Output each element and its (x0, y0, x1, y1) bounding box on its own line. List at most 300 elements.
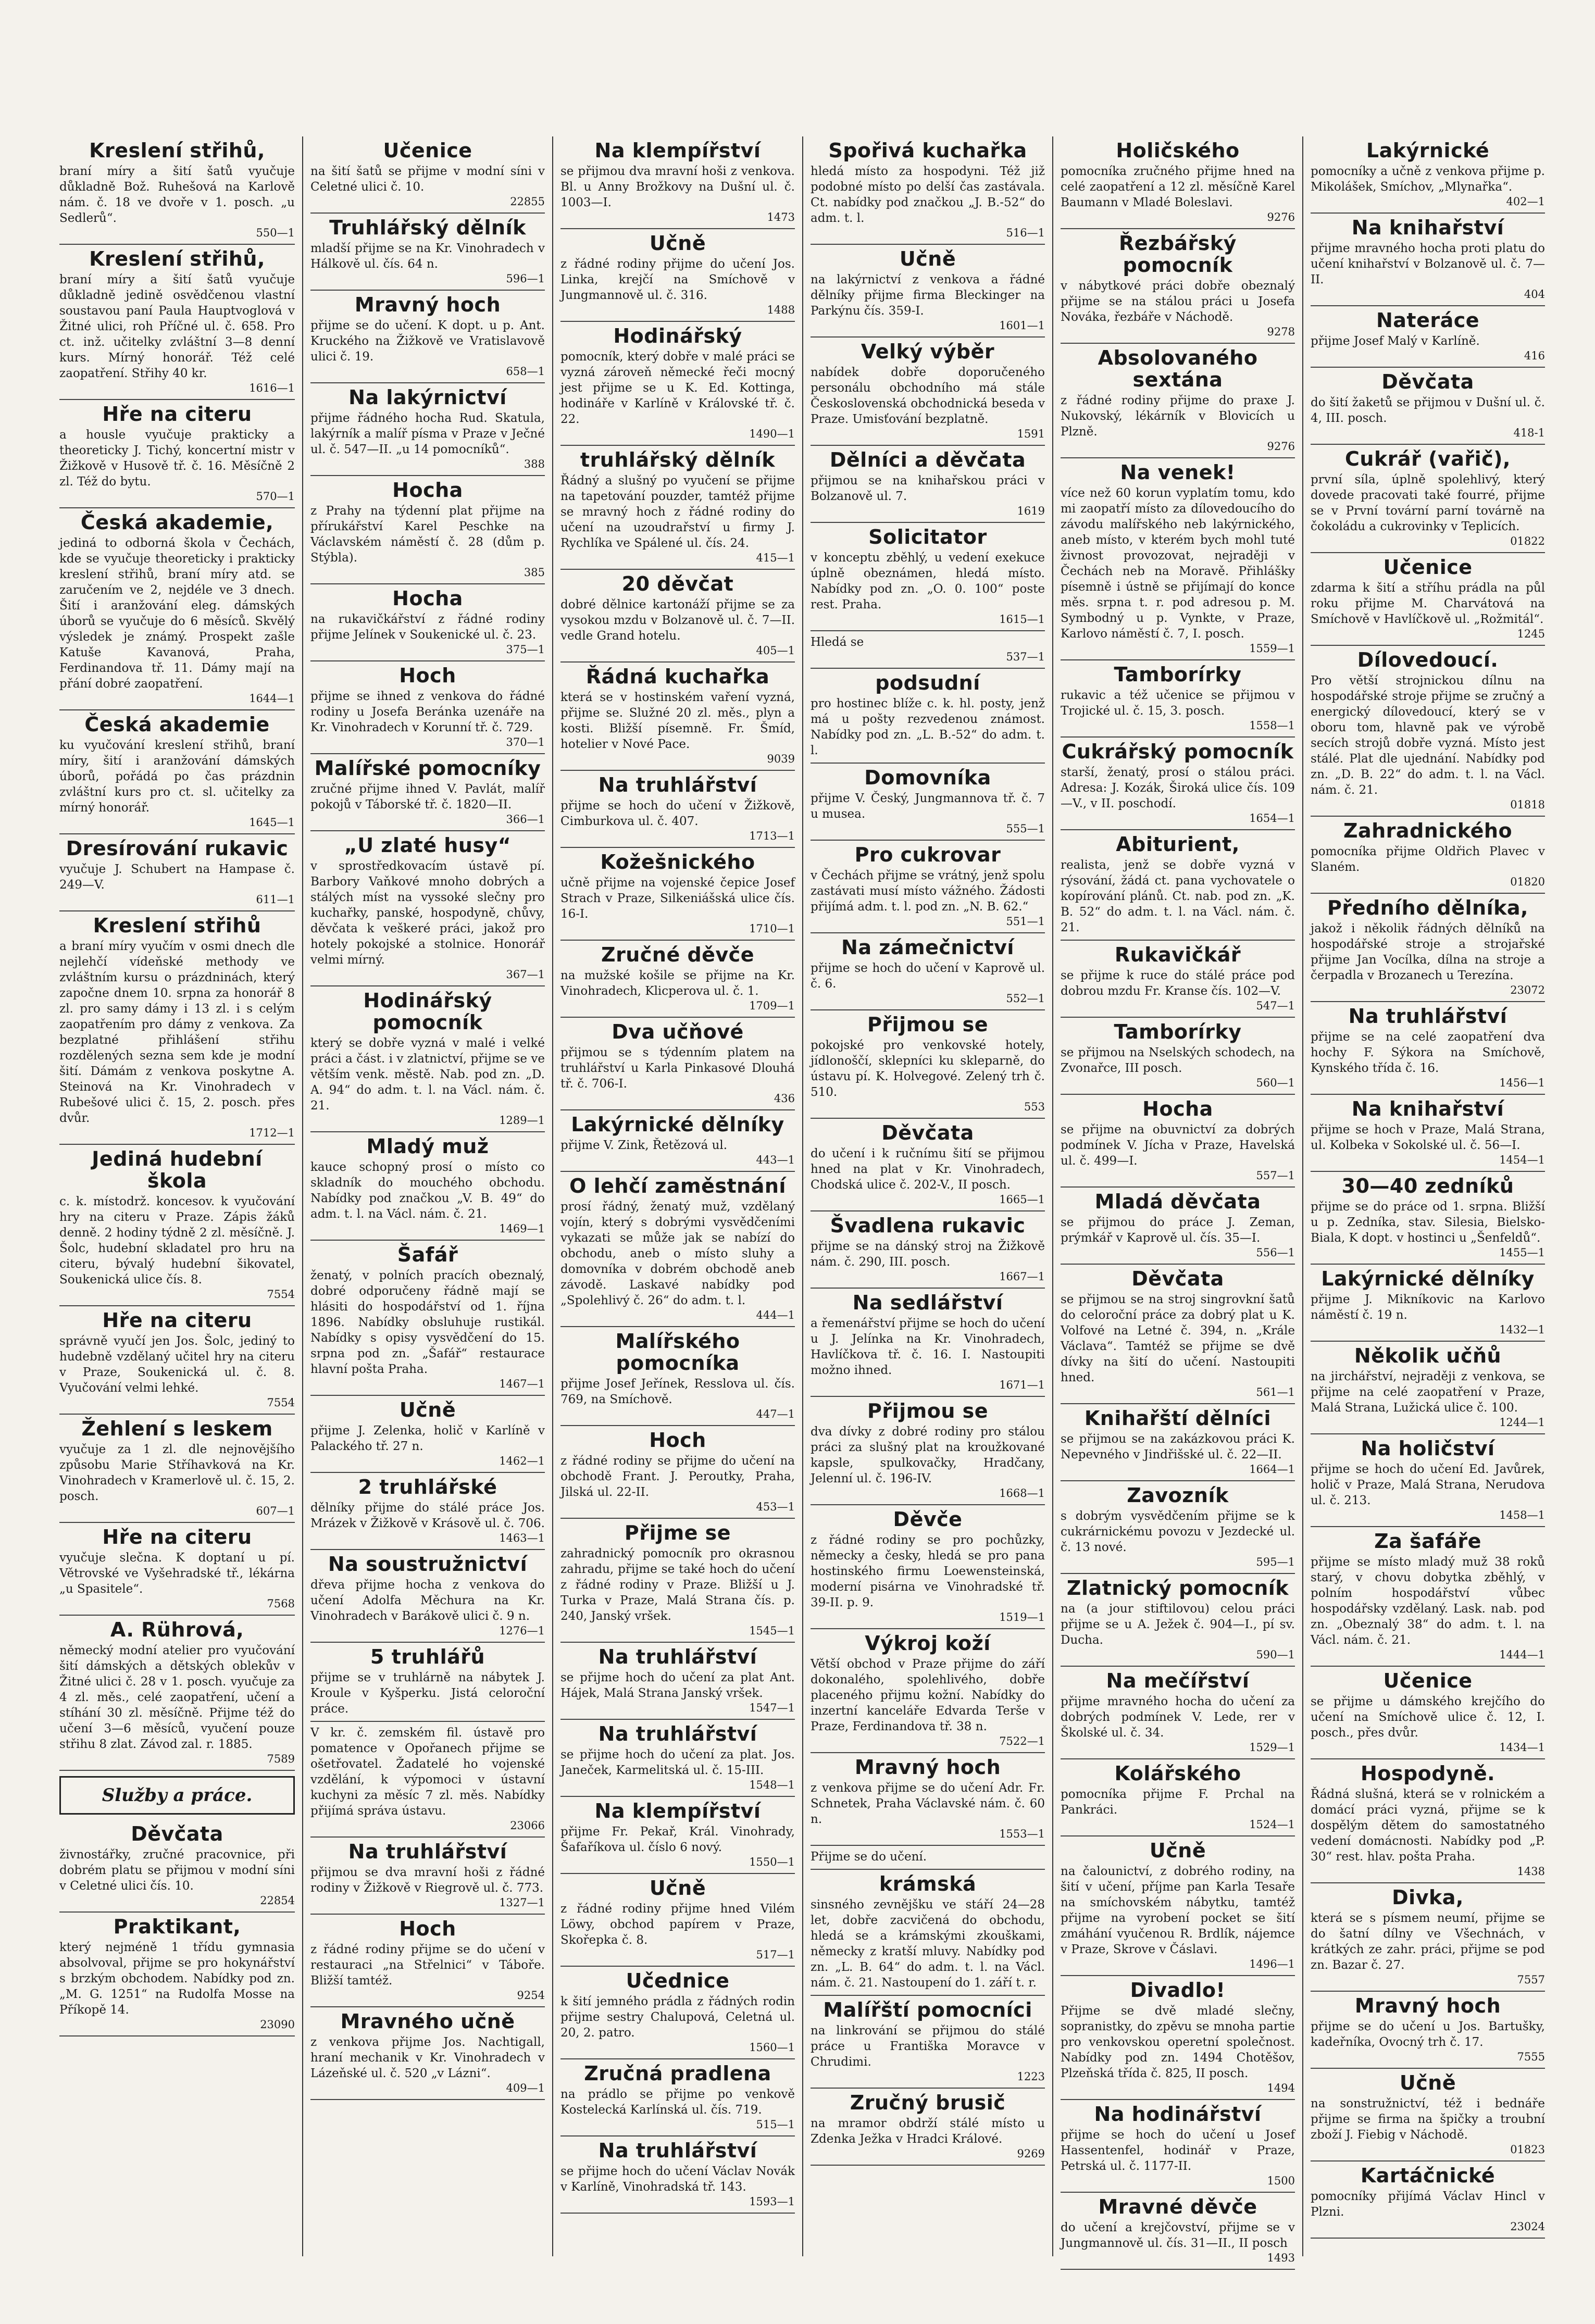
classified-ad (811, 1289, 1045, 1397)
ad-title: Na holičství (1361, 1437, 1495, 1460)
ad-title: Učenice (1383, 556, 1473, 579)
ad-code: 1493 (1267, 2252, 1295, 2264)
ad-text: a housle vyučuje prakticky a theoreticky J. Tichý, koncertní mistr v Žižkově v Husově tř. č. 16. Měsíčně 2 zl. Též do bytu. (59, 428, 295, 489)
ad-text: přijme V. Zink, Řetězová ul. (560, 1139, 728, 1152)
ad-text: jakož i několik řádných dělníků na hospodářské stroje a strojařské přijme Jan Vocílka, dílna na stroje a čerpadla v Brozanech u Terezína. (1311, 922, 1545, 982)
classified-ad (560, 848, 795, 941)
ad-code: 23090 (260, 2018, 295, 2031)
ad-text: přijme V. Český, Jungmannova tř. č. 7 u musea. (811, 792, 1045, 821)
ad-text: přijme J. Zelenka, holič v Karlíně v Palackého tř. 27 n. (310, 1424, 545, 1453)
ad-code: 7554 (267, 1396, 295, 1409)
classified-ad (560, 1172, 795, 1327)
ad-text: z řádné rodiny přijme se do učení v restauraci „na Střelnici“ v Táboře. Bližší tamtéž. (310, 1943, 545, 1988)
ad-title: Učně (649, 232, 706, 255)
ad-text: ku vyučování kreslení střihů, braní míry, šití i aranžování dámských úborů, pořádá po čas prázdnin zvláštní kurs pro ct. sl. učitelky za mírný honorář. (59, 739, 295, 815)
ad-title: Na truhlářství (348, 1840, 507, 1863)
ad-title: Mladý muž (366, 1135, 489, 1158)
ad-title: Učenice (383, 139, 472, 162)
ad-code: 1550—1 (749, 1856, 795, 1868)
classified-ad (59, 1145, 295, 1306)
classified-ad (1061, 1265, 1295, 1404)
classified-ad (811, 631, 1045, 669)
ad-title: Děvče (893, 1508, 963, 1531)
classified-ad (310, 476, 545, 584)
ad-code: 416 (1524, 349, 1545, 362)
ad-code: 1558—1 (1249, 719, 1295, 732)
ad-text: c. k. místodrž. koncesov. k vyučování hry na citeru v Praze. Zápis žáků denně. 2 hodiny týdně 2 zl. měsíčně. J. Šolc, hudební skladatel pro hru na citeru, bývalý hudební šikovatel, Soukenická ulice čís. 8. (59, 1195, 295, 1286)
ad-text: a braní míry vyučím v osmi dnech dle nejlehčí vídeňské methody ve zvláštním kursu o prázdninách, který započne dnem 10. srpna za honorář 8 zl. pro samy dámy i 13 zl. i s celým zaopatřením pro dámy z venkova. Za bezplatné přihlášení střihu rozdělených sezna sem kde je modní šití. Dámám z venkova poskytne A. Steinová na Kr. Vinohradech v Rubešové ulici č. 15, 2. posch. přes dvůr. (59, 940, 295, 1125)
ad-title: Mladá děvčata (1094, 1190, 1261, 1213)
ad-text: první síla, úplně spolehlivý, který dovede pracovati také fourré, přijme se v První tovární parní továrně na čokoládu a cukrovinky v Teplicích. (1311, 473, 1545, 533)
ad-text: přijme se do učení u Jos. Bartušky, kadeřníka, Ovocný trh č. 17. (1311, 2020, 1545, 2049)
ad-code: 9276 (1267, 440, 1295, 453)
ad-text: živnostářky, zručné pracovnice, při dobrém platu se přijmou v modní síni v Celetné ulici čís. 10. (59, 1848, 295, 1893)
classified-ad (1061, 344, 1295, 458)
ad-title: Mravného učně (340, 2010, 515, 2033)
ad-title: Hře na citeru (102, 403, 252, 426)
ad-title: Dělníci a děvčata (829, 448, 1026, 471)
classified-ad (811, 245, 1045, 338)
classified-ad (811, 1996, 1045, 2089)
ad-code: 551—1 (1006, 915, 1045, 928)
ad-text: ženatý, v polních pracích obeznalý, dobré odporučeny řádně mají se hlásiti do hospodářství od 1. října 1896. Nabídky obsluhuje rustikál. Nabídky s opisy vysvědčení do 15. srpna pod zn. „Šafář“ restaurace hlavní pošta Praha. (310, 1269, 545, 1376)
ad-title: Hodinářský pomocník (363, 989, 492, 1034)
ad-title: Na mečířství (1106, 1669, 1250, 1692)
ad-code: 1615—1 (999, 613, 1045, 626)
ad-text: přijme se v truhlárně na nábytek J. Kroule v Kyšperku. Jistá celoroční práce. (310, 1671, 545, 1716)
ad-code: 570—1 (256, 490, 295, 503)
ad-code: 561—1 (1256, 1386, 1295, 1398)
ad-title: Hocha (1142, 1097, 1213, 1120)
ad-code: 1438 (1517, 1865, 1545, 1878)
classified-ad (1311, 894, 1545, 1002)
ad-text: z venkova přijme Jos. Nachtigall, hraní mechanik v Kr. Vinohradech v Lázeňské ul. č. 520 „v Lázni“. (310, 2035, 545, 2080)
ad-text: Větší obchod v Praze přijme do září dokonalého, spolehlivého, dobře placeného přijmu kožní. Nabídky do inzertní kanceláře Edvarda Terše v Praze, Ferdinandova tř. 38 n. (811, 1657, 1045, 1733)
classified-ad (1061, 136, 1295, 229)
ad-text: přijme Fr. Pekař, Král. Vinohrady, Šafaříkova ul. číslo 6 nový. (560, 1825, 795, 1854)
ad-title: Pro cukrovar (854, 843, 1001, 866)
classified-ad (560, 1327, 795, 1426)
ad-title: Divka, (1392, 1886, 1464, 1909)
classified-ad (1311, 1434, 1545, 1527)
classified-ad (811, 1846, 1045, 1870)
ad-title: Učně (649, 1877, 706, 1900)
ad-text: braní míry a šití šatů vyučuje důkladně Bož. Ruhešová na Karlově nám. č. 18 ve dvoře v 1. posch. „u Sedlerů“. (59, 165, 295, 225)
ad-title: Česká akademie, (80, 511, 274, 534)
classified-ad (1311, 553, 1545, 646)
classified-ad (59, 136, 295, 245)
ad-title: Tamborírky (1114, 663, 1242, 686)
classified-ad (811, 523, 1045, 631)
ad-text: učně přijme na vojenské čepice Josef Strach v Praze, Silkeniášská ulice čís. 16-I. (560, 876, 795, 921)
classified-ad (1311, 1002, 1545, 1095)
ad-text: na šití šatů se přijme v modní síni v Celetné ulici č. 10. (310, 165, 545, 194)
ad-text: braní míry a šití šatů vyučuje důkladně jedině osvědčenou vlastní soustavou paní Paula Hauptvoglová v Žitné ulici, roh Příčné ul. č. 658. Pro ct. inž. učitelky zvláštní 3—8 denní kurs. Mírný honorář. Též celé zaopatření. Střihy 40 kr. (59, 273, 295, 380)
ad-text: na lakýrnictví z venkova a řádné dělníky přijme firma Bleckinger na Parkýnu čís. 359-I. (811, 273, 1045, 318)
ad-code: 1665—1 (999, 1193, 1045, 1206)
ad-code: 405—1 (756, 644, 795, 657)
ad-code: 7557 (1517, 1973, 1545, 1986)
ad-text: která se v hostinském vaření vyzná, přijme se. Služné 20 zl. měs., plyn a kosti. Bližší písemně. Fr. Šmíd, hotelier v Nové Pace. (560, 691, 795, 751)
ad-code: 367—1 (506, 968, 545, 981)
ad-title: Dva učňové (612, 1020, 744, 1043)
ad-code: 1654—1 (1249, 812, 1295, 824)
ad-text: přijme J. Mikníkovic na Karlovo náměstí č. 19 n. (1311, 1293, 1545, 1322)
ad-title: 20 děvčat (621, 572, 734, 595)
ad-title: Solicitator (868, 526, 987, 548)
classified-ad (1311, 1667, 1545, 1759)
classified-ad (811, 1211, 1045, 1289)
ad-title: Předního dělníka, (1327, 896, 1528, 919)
ad-code: 9269 (1017, 2147, 1045, 2160)
ad-text: přijme se hoch do učení u Josef Hassentenfel, hodinář v Praze, Petrská ul. č. 1177-II. (1061, 2128, 1295, 2173)
ad-code: 7555 (1517, 2051, 1545, 2063)
ad-code: 1455—1 (1499, 1246, 1545, 1259)
classified-ad (310, 1396, 545, 1473)
classified-ad (560, 1874, 795, 1967)
ad-title: Jediná hudební škola (92, 1147, 263, 1192)
ad-code: 516—1 (1006, 227, 1045, 239)
ad-text: se přijmou dva mravní hoši z venkova. Bl. u Anny Brožkovy na Dušní ul. č. 1003—I. (560, 165, 795, 209)
ad-title: Hodinářský (613, 324, 742, 347)
ad-code: 22854 (260, 1894, 295, 1907)
ad-title: Na truhlářství (598, 773, 757, 796)
ad-code: 375—1 (506, 643, 545, 656)
classified-ad (310, 1241, 545, 1396)
ad-text: na čalounictví, z dobrého rodiny, na šití v učení, příjme pan Karla Tesaře na smíchovském nábytku, tamtéž přijme na vyrobení pocket se šití zmáhání vyučenou R. Brdlík, nájemce v Praze, Skrove v Čáslavi. (1061, 1865, 1295, 1956)
classified-ad (1311, 1095, 1545, 1172)
ad-title: Knihařští dělníci (1084, 1407, 1272, 1430)
ad-text: a řemenářství přijme se hoch do učení u J. Jelínka na Kr. Vinohradech, Havlíčkova tř. č. 16. I. Nastoupiti možno ihned. (811, 1317, 1045, 1377)
classified-ad (1061, 458, 1295, 660)
ad-title: Tamborírky (1114, 1020, 1242, 1043)
classified-ad (310, 986, 545, 1132)
ad-code: 7554 (267, 1288, 295, 1301)
ad-title: Za šafáře (1374, 1530, 1481, 1553)
ad-title: Na soustružnictví (328, 1553, 528, 1576)
classified-ad (1311, 1527, 1545, 1667)
ad-text: z Prahy na týdenní plat přijme na přírukářství Karel Peschke na Václavském náměstí č. 28 (dům p. Stýbla). (310, 504, 545, 565)
ad-text: přijme se na celé zaopatření dva hochy F. Sýkora na Smíchově, Kynského třída č. 16. (1311, 1030, 1545, 1075)
ad-code: 23024 (1510, 2220, 1545, 2233)
ad-code: 1432—1 (1499, 1323, 1545, 1336)
ad-title: Hoch (399, 1917, 456, 1940)
ad-text: se přijme u dámského krejčího do učení na Smíchově ulice č. 12, I. posch., přes dvůr. (1311, 1695, 1545, 1740)
ad-title: Lakýrnické (1366, 139, 1490, 162)
ad-title: Abiturient, (1116, 833, 1240, 856)
ad-code: 443—1 (756, 1154, 795, 1166)
ad-text: na sonstružnictví, též i bednáře přijme se firma na špičky a troubní zboží J. Fiebig v Náchodě. (1311, 2097, 1545, 2142)
ad-title: Hoch (649, 1429, 706, 1452)
ad-title: Zahradnického (1343, 819, 1513, 842)
ad-text: na jirchářství, nejraději z venkova, se přijme na celé zaopatření v Praze, Malá Strana, Lužická ulice č. 100. (1311, 1370, 1545, 1415)
ad-title: Dílovedoucí. (1357, 648, 1499, 671)
classified-ad (59, 710, 295, 834)
classified-ad (310, 383, 545, 476)
ad-title: Malířské pomocníky (314, 757, 541, 780)
ad-title: Na truhlářství (598, 1645, 757, 1668)
ad-code: 444—1 (756, 1309, 795, 1321)
newspaper-page (52, 136, 1552, 2264)
ad-text: na prádlo se přijme po venkově Kostelecká Karlínská ul. čís. 719. (560, 2088, 795, 2117)
ad-text: pokojské pro venkovské hotely, jídlonoščí, sklepníci ku skleparně, do ústavu pí. K. Holvegové. Zelený trh č. 510. (811, 1039, 1045, 1099)
ad-title: Mravný hoch (1354, 1994, 1501, 2017)
classified-ad (310, 831, 545, 986)
ad-title: Děvčata (131, 1822, 223, 1845)
column-3 (552, 136, 802, 2256)
ad-text: z řádné rodiny přijme do učení Jos. Linka, krejčí na Smíchově v Jungmannově ul. č. 316. (560, 257, 795, 302)
ad-title: Švadlena rukavic (830, 1214, 1026, 1237)
classified-ad (1311, 1172, 1545, 1265)
ad-text: přijme se na dánský stroj na Žižkově nám. č. 290, III. posch. (811, 1240, 1045, 1269)
classified-ad (560, 1519, 795, 1643)
classified-ad (310, 754, 545, 831)
ad-title: Kreslení střihů, (89, 139, 265, 162)
ad-title: Rukavičkář (1114, 943, 1241, 966)
ad-title: Zlatnický pomocník (1066, 1577, 1289, 1600)
ad-code: 01818 (1510, 798, 1545, 811)
ad-title: Truhlářský dělník (329, 216, 526, 239)
classified-ad (560, 1720, 795, 1797)
classified-ad (811, 136, 1045, 245)
ad-text: přijme se hoch v Praze, Malá Strana, ul. Kolbeka v Sokolské ul. č. 56—I. (1311, 1123, 1545, 1152)
ad-code: 557—1 (1256, 1169, 1295, 1182)
classified-ad (59, 1913, 295, 2036)
classified-ad (1311, 2069, 1545, 2161)
ad-code: 9278 (1267, 326, 1295, 338)
ad-text: německý modní atelier pro vyučování šití dámských a dětských oblekův v Žitné ulici č. 28 v 1. posch. vyučuje za 4 zl. měs., celé zaopatření, učení a stíhání 30 zl. měsíčně. Přijme též do učení 3—6 měsíců, vyučení pouze střihu 8 zlat. Závod zal. r. 1885. (59, 1644, 295, 1751)
classified-ad (560, 1797, 795, 1874)
ad-title: Na knihařství (1351, 216, 1504, 239)
ad-text: se přijmou se na stroj singrovkní šatů do celoroční práce za dobrý plat u K. Volfové na Letné č. 394, n. „Krále Václava“. Tamtéž se přijme se dvě dívky na šití do učení. Nastoupiti hned. (1061, 1293, 1295, 1384)
ad-text: na (a jour stiftilovou) celou práci přijme se u A. Ježek č. 904—I., pí sv. Ducha. (1061, 1602, 1295, 1647)
ad-title: Spořivá kuchařka (828, 139, 1027, 162)
classified-ad (310, 1132, 545, 1241)
ad-text: na rukavičkářství z řádné rodiny přijme Jelínek v Soukenické ul. č. 23. (310, 613, 545, 642)
ad-code: 1473 (767, 211, 795, 223)
ad-text: pomocníka zručného přijme hned na celé zaopatření a 12 zl. měsíčně Karel Baumann v Mladé Boleslavi. (1061, 165, 1295, 209)
ad-title: Přijme se (624, 1521, 731, 1544)
ad-title: Cukrář (vařič), (1345, 447, 1511, 470)
ad-code: 404 (1524, 288, 1545, 301)
column-6 (1302, 136, 1552, 2256)
ad-title: Učenice (1383, 1669, 1473, 1692)
ad-code: 553 (1024, 1101, 1045, 1113)
classified-ad (560, 941, 795, 1018)
classified-ad (811, 933, 1045, 1010)
ad-title: krámská (879, 1872, 977, 1895)
ad-title: Lakýrnické dělníky (1321, 1267, 1535, 1290)
ad-title: A. Rührová, (110, 1618, 244, 1641)
classified-ad (560, 136, 795, 229)
ad-text: přijme mravného hocha proti platu do učení knihařství v Bolzanově ul. č. 7—II. (1311, 242, 1545, 286)
ad-code: 1488 (767, 304, 795, 316)
ad-code: 1496—1 (1249, 1958, 1295, 1970)
classified-ad (310, 1473, 545, 1550)
ad-text: dva dívky z dobré rodiny pro stálou práci za slušný plat na kroužkované kapsle, spulkovačky, Hradčany, Jelenní ul. č. 196-IV. (811, 1425, 1045, 1485)
ad-text: z řádné rodiny se pro pochůzky, německy a česky, hledá se pro pana hostinského firmu Loewensteinská, moderní pisárna ve Vinohradské tř. 39-II. p. 9. (811, 1533, 1045, 1609)
ad-title: Kartáčnické (1360, 2164, 1496, 2187)
classified-ad (560, 1643, 795, 1720)
ad-title: Šafář (397, 1243, 458, 1266)
ad-code: 537—1 (1006, 651, 1045, 663)
classified-ad (59, 245, 295, 400)
classified-ad (1061, 941, 1295, 1018)
classified-ad (310, 214, 545, 291)
ad-code: 1245 (1517, 628, 1545, 640)
ad-code: 385 (524, 566, 545, 579)
ad-code: 447—1 (756, 1408, 795, 1420)
ad-text: do učení a krejčovství, přijme se v Jungmannově ul. čís. 31—II., II posch (1061, 2221, 1295, 2250)
ad-code: 418-1 (1513, 427, 1545, 439)
classified-ad (1061, 2193, 1295, 2270)
ad-title: Řezbářský pomocník (1119, 232, 1237, 277)
ad-code: 1645—1 (249, 816, 295, 829)
classified-ad (310, 1722, 545, 1838)
classified-ad (811, 446, 1045, 523)
ad-code: 1456—1 (1499, 1077, 1545, 1089)
classified-ad (1311, 445, 1545, 553)
ad-title: Na hodinářství (1094, 2103, 1262, 2126)
ad-title: Zručná pradlena (584, 2062, 771, 2085)
ad-text: v sprostředkovacím ústavě pí. Barbory Vaňkové mnoho dobrých a stálých míst na vyssoké slečny pro kuchařky, panské, hospodyně, chůvy, děvčata k veškeré práci, jakož pro hotely pokojské a stolnice. Honorář velmi mírný. (310, 859, 545, 967)
ad-title: Na truhlářství (598, 1722, 757, 1745)
classified-ad (1061, 229, 1295, 344)
ad-text: dřeva přijme hocha z venkova do učení Adolfa Měchura na Kr. Vinohradech v Barákově ulici č. 9 n. (310, 1578, 545, 1623)
classified-ad (811, 1629, 1045, 1753)
ad-text: která se s písmem neumí, přijme se do šatní dílny ve Všechnách, v krátkých ze zahr. práci, přijme se pod zn. Bazar č. 27. (1311, 1911, 1545, 1972)
ad-title: Domovníka (864, 766, 991, 789)
ad-code: 1616—1 (249, 382, 295, 394)
ad-title: Na lakýrnictví (348, 386, 507, 409)
ad-text: prosí řádný, ženatý muž, vzdělaný vojín, který s dobrými vysvědčeními vykazati se může jak se nabízí do obchodu, aneb o místo sluhy a domovníka v dobrém obchodě aneb závodě. Laskavé nabídky pod „Spolehlivý č. 26“ do adm. t. l. (560, 1200, 795, 1307)
ad-code: 1500 (1267, 2175, 1295, 2187)
ad-code: 1444—1 (1499, 1648, 1545, 1661)
ad-text: přijmou se dva mravní hoši z řádné rodiny v Žižkově v Riegrově ul. č. 773. (310, 1866, 545, 1895)
ad-text: kauce schopný prosí o místo co skladník do mouchého obchodu. Nabídky pod značkou „V. B. 49“ do adm. t. l. na Václ. nám. č. 21. (310, 1160, 545, 1221)
ad-code: 436 (774, 1092, 795, 1105)
ad-code: 7522—1 (999, 1735, 1045, 1747)
ad-code: 1289—1 (499, 1114, 545, 1127)
ad-text: přijmou se na knihařskou práci v Bolzanově ul. 7. (811, 474, 1045, 503)
ad-title: Děvčata (881, 1121, 974, 1144)
ad-title: Hře na citeru (102, 1526, 252, 1548)
ad-text: Přijme se dvě mladé slečny, sopranistky, do zpěvu se mnoha partie pro venkovskou operetní společnost. Nabídky pod zn. 1494 Chotěšov, Plzeňská třída č. 825, II posch. (1061, 2004, 1295, 2080)
ad-text: přijme se hoch do učení v Kaprově ul. č. 6. (811, 961, 1045, 991)
ad-code: 1667—1 (999, 1270, 1045, 1283)
ad-code: 517—1 (756, 1948, 795, 1961)
ad-title: Dresírování rukavic (66, 837, 289, 860)
ad-code: 1710—1 (749, 922, 795, 935)
classified-ad (1311, 646, 1545, 817)
ad-text: který se dobře vyzná v malé i velké práci a část. i v zlatnictví, přijme se ve větším venk. městě. Nab. pod zn. „D. A. 94“ do adm. t. l. na Václ. nám. č. 21. (310, 1036, 545, 1113)
classified-ad (310, 136, 545, 214)
classified-ad (1061, 738, 1295, 830)
ad-code: 1553—1 (999, 1828, 1045, 1840)
ad-code: 409—1 (506, 2082, 545, 2094)
ad-code: 1524—1 (1249, 1818, 1295, 1831)
ad-code: 596—1 (506, 272, 545, 285)
classified-ad (59, 1523, 295, 1616)
ad-code: 453—1 (756, 1501, 795, 1513)
ad-title: Žehlení s leskem (81, 1417, 273, 1440)
ad-code: 1454—1 (1499, 1154, 1545, 1166)
ad-code: 388 (524, 458, 545, 470)
classified-ad (59, 1415, 295, 1523)
classified-ad (59, 911, 295, 1145)
ad-text: přijme řádného hocha Rud. Skatula, lakýrník a malíř písma v Praze v Ječné ul. č. 547—II. „u 14 pomocníků“. (310, 411, 545, 456)
ad-text: v nábytkové práci dobře obeznalý přijme se na stálou práci u Josefa Nováka, řezbáře v Náchodě. (1061, 279, 1295, 324)
ad-text: pomocníky přijímá Václav Hincl v Plzni. (1311, 2190, 1545, 2219)
ad-text: na mramor obdrží stálé místo u Zdenka Ježka v Hradci Králové. (811, 2117, 1045, 2146)
ad-text: zručné přijme ihned V. Pavlát, malíř pokojů v Táborské tř. č. 1820—II. (310, 782, 545, 811)
ad-code: 1434—1 (1499, 1741, 1545, 1754)
ad-title: Na zámečnictví (841, 936, 1014, 959)
classified-ad (560, 1018, 795, 1110)
ad-code: 1494 (1267, 2082, 1295, 2094)
ad-code: 515—1 (756, 2118, 795, 2131)
classified-ad (59, 1616, 295, 1771)
ad-text: k šití jemného prádla z řádných rodin přijme sestry Chalupová, Celetná ul. 20, 2. patro. (560, 1995, 795, 2040)
ad-title: Na venek! (1120, 461, 1236, 484)
ad-code: 01823 (1510, 2143, 1545, 2156)
classified-ad (811, 338, 1045, 446)
ad-code: 1601—1 (999, 319, 1045, 332)
ad-text: v konceptu zběhlý, u vedení exekuce úplně obeznámen, hledá místo. Nabídky pod zn. „O. 0. 100“ poste rest. Praha. (811, 551, 1045, 611)
ad-title: Hoch (399, 664, 456, 687)
classified-ad (560, 2059, 795, 2136)
ad-code: 1619 (1017, 505, 1045, 517)
classified-ad (1061, 1667, 1295, 1759)
ad-text: dobré dělnice kartonáží přijme se za vysokou mzdu v Bolzanově ul. č. 7—II. vedle Grand hotelu. (560, 598, 795, 643)
classified-ad (59, 834, 295, 911)
ad-code: 402—1 (1506, 195, 1545, 208)
classified-ad (1311, 1265, 1545, 1342)
ad-text: v Čechách přijme se vrátný, jenž spolu zastávati musí místo vážného. Žádosti přijímá adm. t. l. pod zn. „N. B. 62.“ (811, 869, 1045, 914)
classified-ad (560, 1967, 795, 2059)
ad-text: starší, ženatý, prosí o stálou práci. Adresa: J. Kozák, Široká ulice čís. 109—V., v II. poschodí. (1061, 766, 1295, 810)
classified-ad (1061, 1404, 1295, 1481)
ad-title: Malířští pomocníci (823, 1998, 1032, 2021)
ad-title: 30—40 zedníků (1341, 1175, 1514, 1197)
ad-code: 607—1 (256, 1505, 295, 1517)
ad-text: více než 60 korun vyplatím tomu, kdo mi zaopatří místo za dílovedoucího do závodu malířského neb lakýrnického, aneb místo, v kterém bych mohl tuté živnost provozovat, nejraději v Čechách neb na Moravě. Přihlášky písemně i ústně se přijímají do konce měs. srpna t. r. pod adresou p. M. Symbodný u p. Vynkte, v Praze, Karlovo náměstí č. 7, I. posch. (1061, 486, 1295, 641)
ad-code: 595—1 (1256, 1556, 1295, 1568)
column-1 (52, 136, 302, 2256)
ad-title: Hře na citeru (102, 1309, 252, 1332)
ad-text: Řádný a slušný po vyučení se přijme na tapetování pouzder, tamtéž přijme se mravný hoch z řádné rodiny do učení na uzoudrařství u firmy J. Rychlíka ve Spálené ul. čís. 24. (560, 474, 795, 550)
ad-code: 1458—1 (1499, 1509, 1545, 1521)
ad-title: Řádná kuchařka (585, 665, 770, 688)
ad-title: Učně (399, 1398, 456, 1421)
ad-code: 1560—1 (749, 2041, 795, 2054)
ad-code: 555—1 (1006, 822, 1045, 835)
classified-ad (59, 1306, 295, 1415)
ad-code: 1529—1 (1249, 1741, 1295, 1754)
ad-title: Na truhlářství (1348, 1005, 1507, 1028)
ad-title: Zručné děvče (601, 943, 754, 966)
classified-ad (560, 322, 795, 446)
ad-title: Přijmou se (867, 1400, 989, 1422)
ad-title: Na klempířství (594, 139, 761, 162)
ad-code: 1713—1 (749, 830, 795, 842)
ad-title: Praktikant, (113, 1915, 241, 1938)
ad-title: Děvčata (1131, 1267, 1224, 1290)
ad-title: Mravný hoch (354, 293, 501, 316)
ad-text: dělníky přijme do stálé práce Jos. Mrázek v Žižkově v Krásově ul. č. 706. (310, 1501, 545, 1530)
ad-code: 1664—1 (1249, 1463, 1295, 1476)
ad-code: 9254 (517, 1989, 545, 2002)
